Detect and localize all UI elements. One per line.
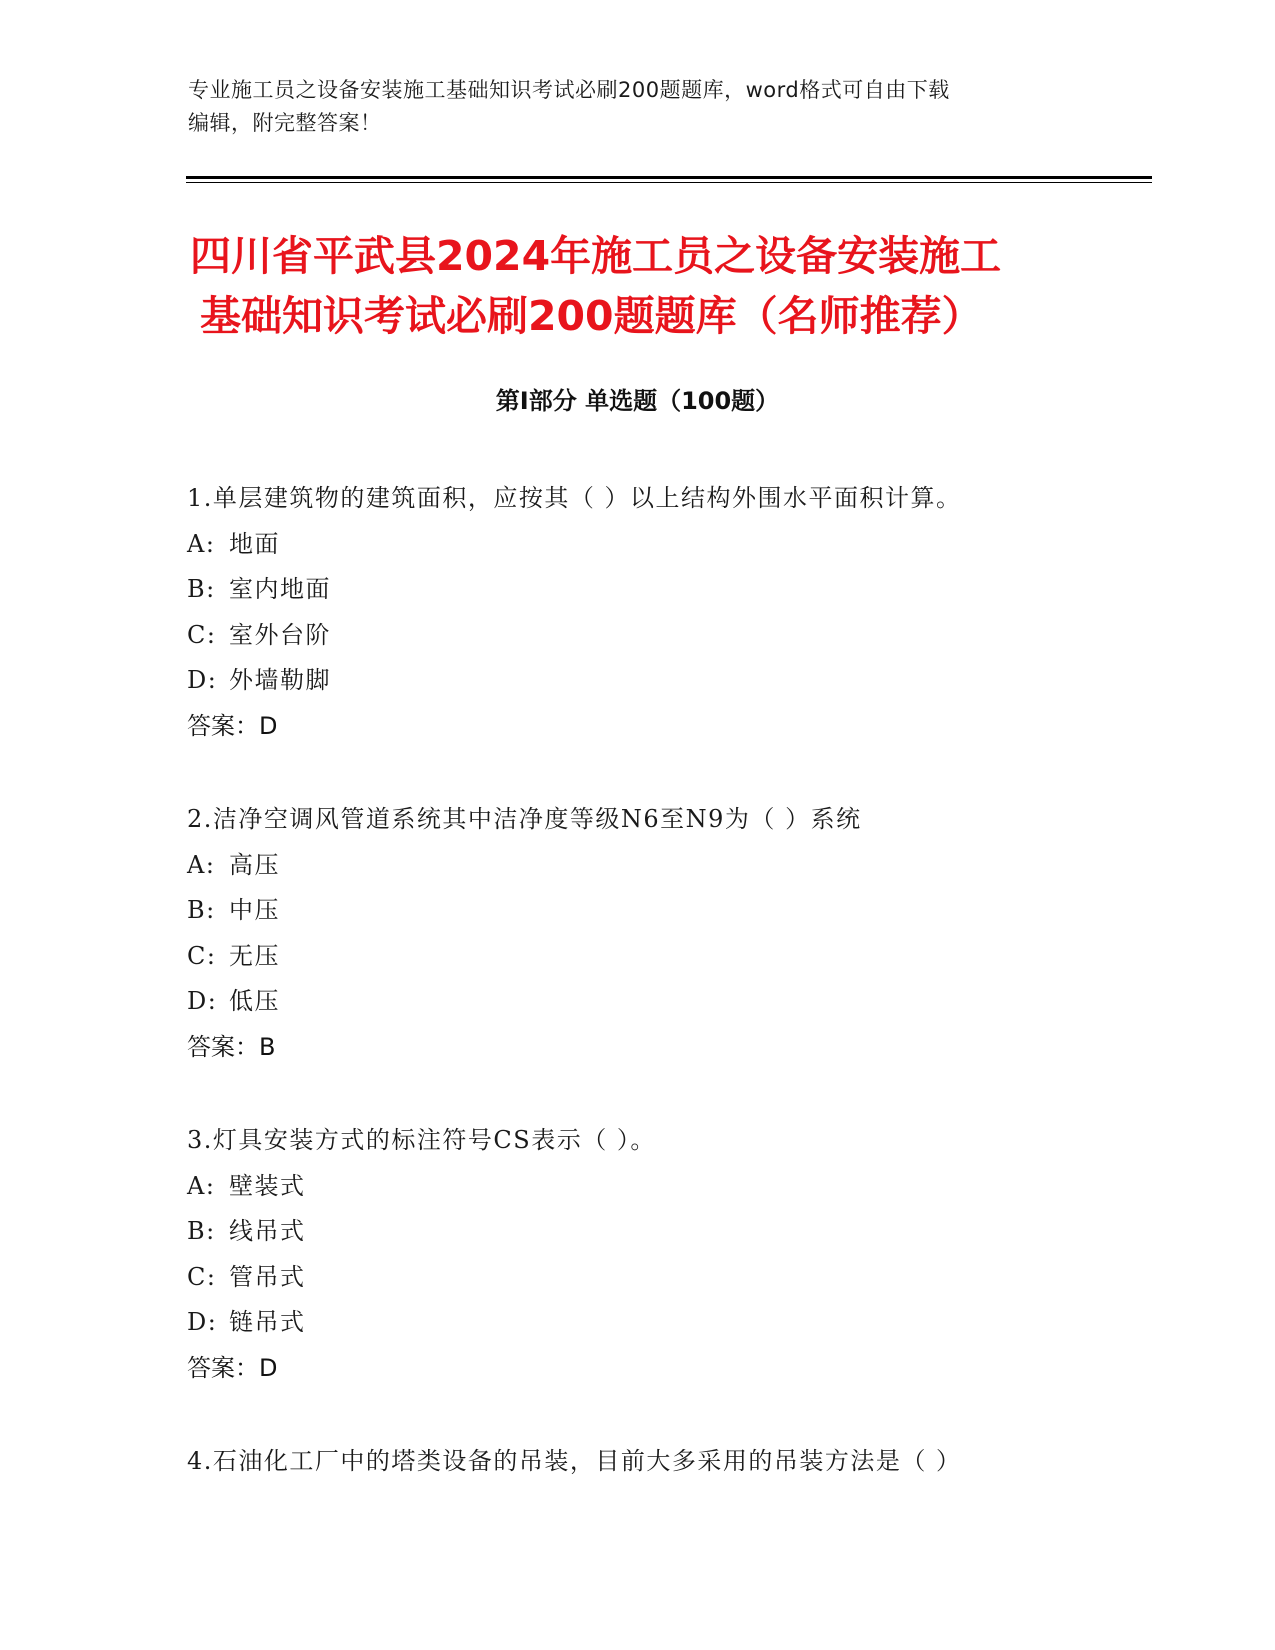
question-block xyxy=(187,1439,1147,1485)
question-stem: 2.洁净空调风管道系统其中洁净度等级N6至N9为（ ）系统 xyxy=(187,805,862,833)
option-letter: B: xyxy=(187,1217,216,1245)
answer-option xyxy=(187,979,1147,1025)
option-letter: A: xyxy=(187,850,216,879)
option-text: 壁装式 xyxy=(229,1171,306,1200)
answer-option xyxy=(187,1209,1147,1255)
option-letter: D: xyxy=(187,666,218,694)
question-block xyxy=(187,476,1147,749)
answer-line: 答案：D xyxy=(187,711,278,740)
answer-option xyxy=(187,1164,1147,1210)
document-title xyxy=(190,226,1110,346)
option-text: 低压 xyxy=(229,987,280,1015)
header-note-line-1: 专业施工员之设备安装施工基础知识考试必刷200题题库，word格式可自由下载 xyxy=(188,78,950,102)
header-note xyxy=(188,74,1088,140)
answer-option xyxy=(187,613,1147,659)
option-text: 高压 xyxy=(229,850,280,879)
option-letter: A: xyxy=(187,1171,216,1200)
option-text: 中压 xyxy=(229,896,280,924)
section-title: 第Ⅰ部分 单选题（100题） xyxy=(495,387,780,415)
question-stem: 1.单层建筑物的建筑面积，应按其（ ）以上结构外围水平面积计算。 xyxy=(187,484,962,512)
option-letter: B: xyxy=(187,896,216,924)
option-text: 室内地面 xyxy=(229,575,331,603)
option-letter: C: xyxy=(187,1262,217,1291)
answer-option xyxy=(187,934,1147,980)
question-list xyxy=(187,476,1147,1533)
option-text: 室外台阶 xyxy=(229,620,331,649)
option-letter: B: xyxy=(187,575,216,603)
question-stem: 4.石油化工厂中的塔类设备的吊装，目前大多采用的吊装方法是（ ） xyxy=(187,1447,962,1475)
header-rule-thin xyxy=(186,182,1152,183)
answer-option xyxy=(187,567,1147,613)
answer-option xyxy=(187,1255,1147,1301)
option-text: 线吊式 xyxy=(229,1217,306,1245)
option-letter: A: xyxy=(187,529,216,558)
answer-option xyxy=(187,888,1147,934)
answer-option xyxy=(187,843,1147,889)
header-note-line-2: 编辑，附完整答案！ xyxy=(188,111,382,135)
answer-line: 答案：D xyxy=(187,1353,278,1382)
document-title-line-1: 四川省平武县2024年施工员之设备安装施工 xyxy=(190,232,1002,280)
option-letter: D: xyxy=(187,1308,218,1336)
option-letter: C: xyxy=(187,941,217,970)
answer-option xyxy=(187,522,1147,568)
option-text: 外墙勒脚 xyxy=(229,666,331,694)
option-letter: C: xyxy=(187,620,217,649)
question-stem: 3.灯具安装方式的标注符号CS表示（ ）。 xyxy=(187,1126,656,1154)
option-letter: D: xyxy=(187,987,218,1015)
question-block xyxy=(187,1118,1147,1391)
header-rule-thick xyxy=(186,176,1152,179)
question-block xyxy=(187,797,1147,1070)
option-text: 链吊式 xyxy=(229,1308,306,1336)
document-title-line-2: 基础知识考试必刷200题题库（名师推荐） xyxy=(200,292,983,340)
answer-line: 答案：B xyxy=(187,1032,276,1061)
option-text: 地面 xyxy=(229,529,280,558)
option-text: 无压 xyxy=(229,941,280,970)
answer-option xyxy=(187,658,1147,704)
answer-option xyxy=(187,1300,1147,1346)
option-text: 管吊式 xyxy=(229,1262,306,1291)
